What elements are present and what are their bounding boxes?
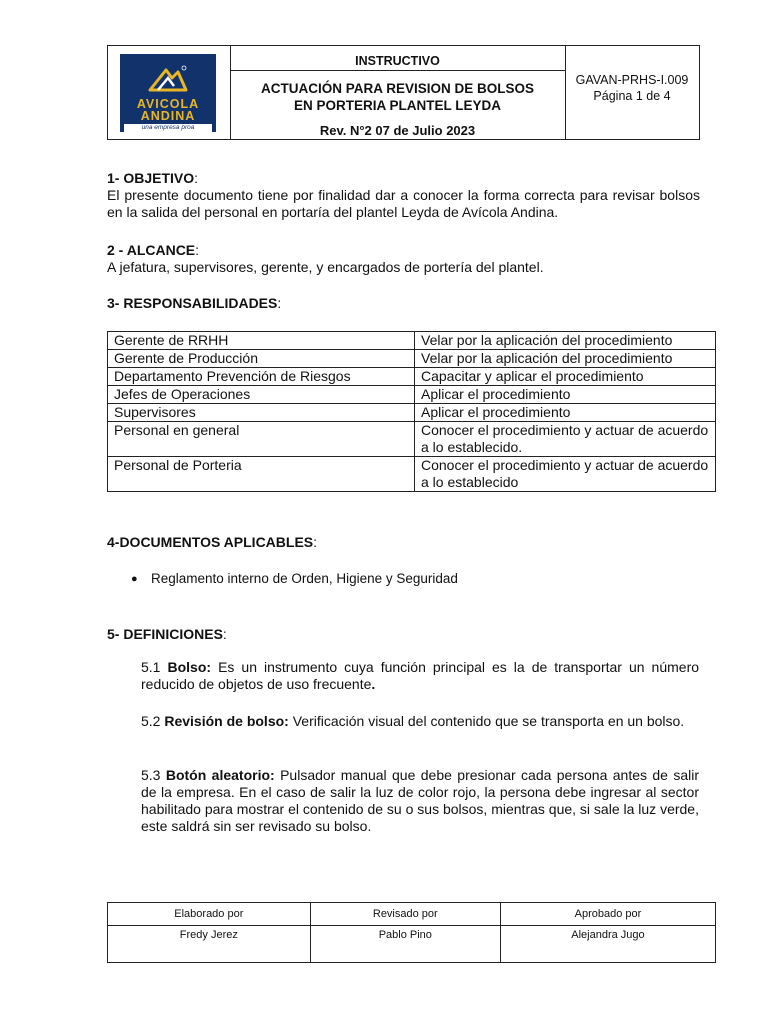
doc-code: GAVAN-PRHS-I.009: [575, 73, 689, 87]
responsibility-row: [108, 350, 716, 368]
doc-revision: Rev. N°2 07 de Julio 2023: [319, 123, 476, 138]
responsibility-duty: Aplicar el procedimiento: [415, 404, 716, 422]
logo-text-line1: AVICOLA: [136, 97, 200, 111]
definition-text: Pulsador manual que debe presionar cada persona antes de salir de la empresa. En el caso de salir la luz de color rojo, la persona debe ingresar al sector habilitado para mostrar el contenido de su o sus bolsos, mientras que, si sale la luz verde, este saldrá sin ser revisado su bolso.: [141, 767, 699, 834]
logo-tagline: una empresa proa: [124, 124, 212, 132]
logo-mountain-icon: [148, 60, 188, 96]
definition-number: 5.1: [141, 659, 161, 675]
responsibility-duty: Aplicar el procedimiento: [415, 386, 716, 404]
responsibility-row: [108, 457, 716, 492]
logo-cell: [108, 46, 231, 139]
definition-term: Bolso:: [167, 659, 212, 675]
sig-name-aprobado: Alejandra Jugo: [500, 926, 715, 963]
doc-title-line1: ACTUACIÓN PARA REVISION DE BOLSOS: [260, 81, 535, 96]
section-alcance: 2 - ALCANCE: A jefatura, supervisores, gerente, y encargados de portería del plantel.: [107, 242, 700, 276]
definiciones-heading: 5- DEFINICIONES: [107, 626, 223, 642]
sig-header-aprobado: Aprobado por: [500, 903, 715, 926]
responsibilities-table: [107, 331, 716, 492]
responsibility-role: Departamento Prevención de Riesgos: [108, 368, 415, 386]
responsibility-row: [108, 422, 716, 457]
responsibility-role: Jefes de Operaciones: [108, 386, 415, 404]
responsibility-duty: Conocer el procedimiento y actuar de acuerdo a lo establecido.: [415, 422, 716, 457]
responsibility-role: Gerente de Producción: [108, 350, 415, 368]
definition-item: [141, 713, 699, 730]
responsibility-duty: Velar por la aplicación del procedimiento: [415, 332, 716, 350]
definition-number: 5.3: [141, 767, 161, 783]
document-header: [107, 45, 700, 140]
objetivo-heading: 1- OBJETIVO: [107, 170, 195, 186]
sig-header-elaborado: Elaborado por: [108, 903, 311, 926]
section-objetivo: 1- OBJETIVO: El presente documento tiene por finalidad dar a conocer la forma correcta para revisar bolsos en la salida del personal en portaría del plantel Leyda de Avícola Andina.: [107, 170, 700, 220]
responsibility-role: Personal en general: [108, 422, 415, 457]
doc-title-line2: EN PORTERIA PLANTEL LEYDA: [293, 98, 501, 113]
section-responsabilidades: 3- RESPONSABILIDADES:: [107, 295, 282, 311]
definition-text: Es un instrumento cuya función principal es la de transportar un número reducido de objetos de uso frecuente: [141, 659, 700, 692]
responsibility-row: [108, 332, 716, 350]
bullet-icon: ●: [131, 573, 138, 585]
definition-number: 5.2: [141, 713, 161, 729]
logo-text-line2: ANDINA: [140, 109, 196, 123]
sig-header-revisado: Revisado por: [310, 903, 500, 926]
responsibility-role: Gerente de RRHH: [108, 332, 415, 350]
alcance-text: A jefatura, supervisores, gerente, y encargados de portería del plantel.: [107, 259, 544, 275]
sig-name-revisado: Pablo Pino: [310, 926, 500, 963]
responsibility-duty: Velar por la aplicación del procedimiento: [415, 350, 716, 368]
header-code-cell: [565, 46, 699, 139]
definition-term: Revisión de bolso:: [164, 713, 289, 729]
responsibility-role: Supervisores: [108, 404, 415, 422]
responsibility-role: Personal de Porteria: [108, 457, 415, 492]
definition-end: .: [371, 676, 376, 692]
documentos-heading: 4-DOCUMENTOS APLICABLES: [107, 534, 314, 550]
responsabilidades-heading: 3- RESPONSABILIDADES: [107, 295, 278, 311]
documentos-item-text: Reglamento interno de Orden, Higiene y Seguridad: [151, 571, 458, 586]
definition-item: [141, 767, 699, 835]
responsibility-row: [108, 368, 716, 386]
responsibility-row: [108, 404, 716, 422]
signature-table: [107, 902, 716, 963]
responsibility-duty: Conocer el procedimiento y actuar de acuerdo a lo establecido: [415, 457, 716, 492]
alcance-heading: 2 - ALCANCE: [107, 242, 196, 258]
doc-type: INSTRUCTIVO: [230, 46, 565, 71]
header-title-cell: [230, 46, 566, 139]
definition-term: Botón aleatorio:: [165, 767, 275, 783]
sig-name-elaborado: Fredy Jerez: [108, 926, 311, 963]
section-documentos: 4-DOCUMENTOS APLICABLES:: [107, 534, 318, 550]
doc-title: [230, 80, 565, 114]
responsibility-row: [108, 386, 716, 404]
section-definiciones: 5- DEFINICIONES:: [107, 626, 227, 642]
definition-text: Verificación visual del contenido que se transporta en un bolso.: [292, 713, 685, 729]
definition-item: [141, 659, 699, 693]
page-number: Página 1 de 4: [593, 89, 671, 103]
responsibility-duty: Capacitar y aplicar el procedimiento: [415, 368, 716, 386]
objetivo-text: El presente documento tiene por finalidad dar a conocer la forma correcta para revisar bolsos en la salida del personal en portaría del plantel Leyda de Avícola Andina.: [107, 187, 700, 220]
company-logo: [120, 54, 216, 132]
